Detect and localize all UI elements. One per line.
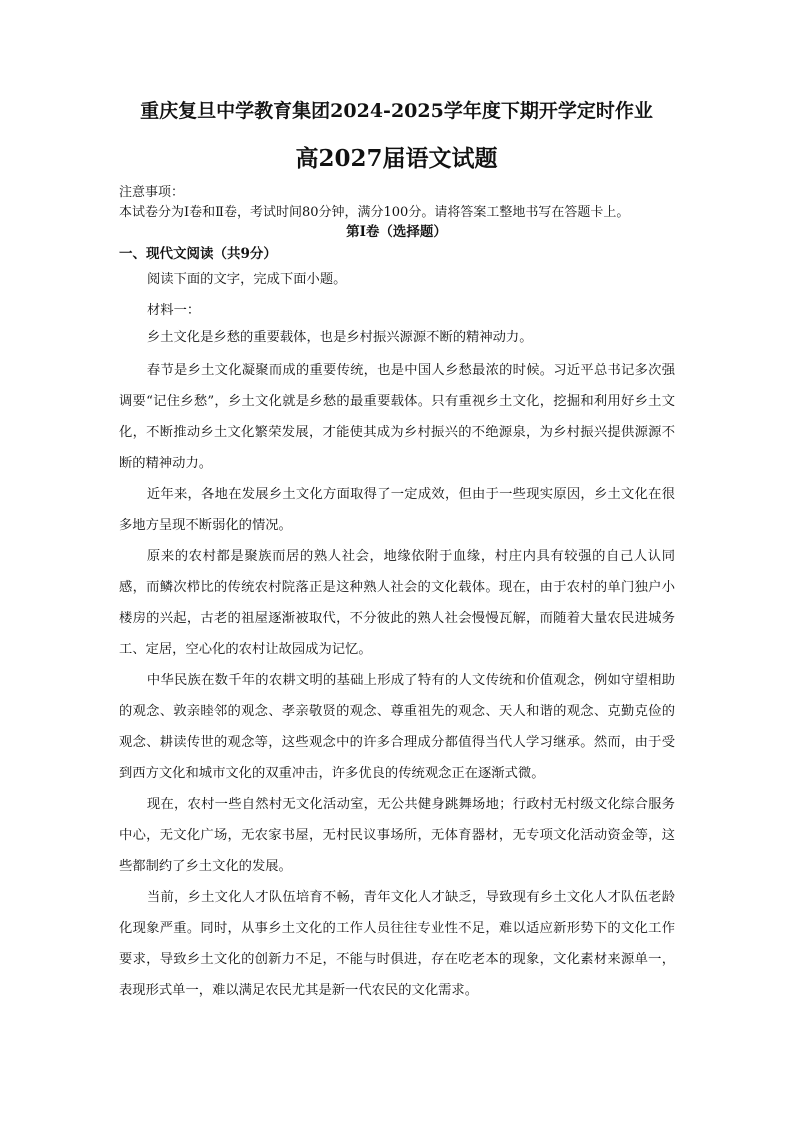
paragraph: 当前，乡土文化人才队伍培育不畅，青年文化人才缺乏，导致现有乡土文化人才队伍老龄化现象严重。同时，从事乡土文化的工作人员往往专业性不足，难以适应新形势下的文化工作要求，导致乡土文化的创新力不足，不能与时俱进，存在吃老本的现象，文化素材来源单一，表现形式单一，难以满足农民尤其是新一代农民的文化需求。 bbox=[119, 890, 675, 998]
notice-label: 注意事项： bbox=[119, 185, 185, 200]
material-label: 材料一： bbox=[147, 303, 201, 318]
exam-title: 重庆复旦中学教育集团2024-2025学年度下期开学定时作业 bbox=[140, 100, 653, 122]
paragraph: 现在，农村一些自然村无文化活动室，无公共健身跳舞场地；行政村无村级文化综合服务中心，无文化广场，无农家书屋，无村民议事场所，无体育器材，无专项文化活动资金等，这些都制约了乡土文化的发展。 bbox=[119, 797, 675, 874]
paragraph: 乡土文化是乡愁的重要载体，也是乡村振兴源源不断的精神动力。 bbox=[146, 330, 533, 345]
paragraph: 近年来，各地在发展乡土文化方面取得了一定成效，但由于一些现实原因，乡土文化在很多地方呈现不断弱化的情况。 bbox=[119, 487, 675, 533]
volume-title: 第Ⅰ卷（选择题） bbox=[346, 224, 447, 240]
notice-text: 本试卷分为Ⅰ卷和Ⅱ卷，考试时间80分钟，满分100分。请将答案工整地书写在答题卡上。 bbox=[119, 205, 630, 220]
exam-subtitle: 高2027届语文试题 bbox=[295, 145, 498, 172]
paragraph: 春节是乡土文化凝聚而成的重要传统，也是中国人乡愁最浓的时候。习近平总书记多次强调要“记住乡愁”，乡土文化就是乡愁的最重要载体。只有重视乡土文化，挖掘和利用好乡土文化，不断推动乡土文化繁荣发展，才能使其成为乡村振兴的不绝源泉，为乡村振兴提供源源不断的精神动力。 bbox=[119, 363, 675, 471]
paragraph: 原来的农村都是聚族而居的熟人社会，地缘依附于血缘，村庄内具有较强的自己人认同感，而鳞次栉比的传统农村院落正是这种熟人社会的文化载体。现在，由于农村的单门独户小楼房的兴起，古老的祖屋逐渐被取代，不分彼此的熟人社会慢慢瓦解，而随着大量农民进城务工、定居，空心化的农村让故园成为记忆。 bbox=[119, 549, 675, 657]
section-title: 一、现代文阅读（共9分） bbox=[119, 246, 277, 262]
paragraph: 中华民族在数千年的农耕文明的基础上形成了特有的人文传统和价值观念，例如守望相助的观念、敦亲睦邻的观念、孝亲敬贤的观念、尊重祖先的观念、天人和谐的观念、克勤克俭的观念、耕读传世的观念等，这些观念中的许多合理成分都值得当代人学习继承。然而，由于受到西方文化和城市文化的双重冲击，许多优良的传统观念正在逐渐式微。 bbox=[119, 673, 675, 781]
instruction-text: 阅读下面的文字，完成下面小题。 bbox=[147, 272, 347, 287]
